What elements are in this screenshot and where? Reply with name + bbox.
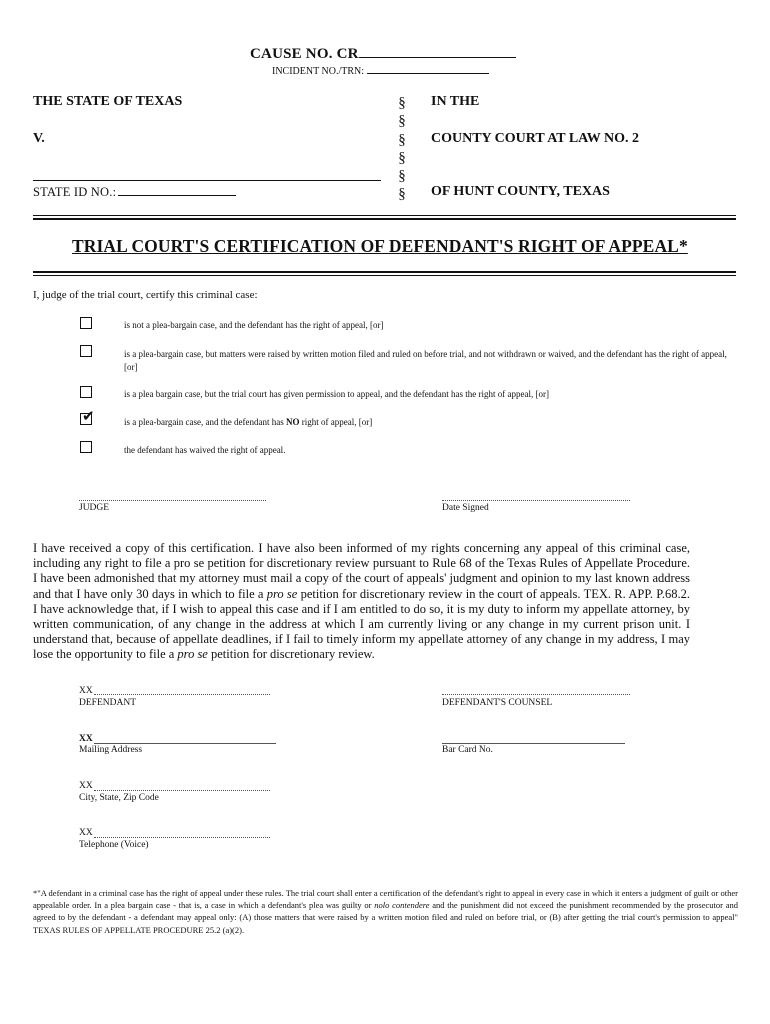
counsel-signature-line[interactable] [442, 694, 630, 695]
defendant-xx: XX [79, 686, 93, 696]
title-rule-bottom-1 [33, 271, 736, 273]
checkbox-plea-bargain-motion[interactable] [80, 345, 92, 357]
counsel-label: DEFENDANT'S COUNSEL [442, 698, 553, 708]
option-waived-appeal: the defendant has waived the right of appeal. [124, 445, 286, 455]
city-state-zip-label: City, State, Zip Code [79, 793, 159, 803]
court-line-3: OF HUNT COUNTY, TEXAS [431, 184, 610, 199]
city-xx: XX [79, 781, 93, 791]
city-state-zip-line[interactable] [94, 790, 270, 791]
acknowledgment-part-3: petition for discretionary review. [207, 647, 375, 662]
state-id-blank[interactable] [118, 186, 236, 196]
checkbox-no-right-of-appeal[interactable] [80, 407, 95, 425]
option-plea-bargain-motion: is a plea-bargain case, but matters were raised by written motion filed and ruled on before trial, and not withdrawn or waived, and the defendant has the right of appeal, [or] [124, 349, 727, 372]
incident-number [272, 64, 489, 77]
state-id-label: STATE ID NO.: [33, 185, 117, 199]
acknowledgment-paragraph [33, 541, 690, 663]
option-no-right-text-after: right of appeal, [or] [299, 417, 373, 427]
checkbox-waived-appeal[interactable] [80, 441, 92, 453]
option-not-plea-bargain: is not a plea-bargain case, and the defendant has the right of appeal, [or] [124, 320, 384, 330]
acknowledgment-pro-se-2: pro se [177, 647, 208, 662]
incident-label: INCIDENT NO./TRN: [272, 66, 365, 77]
defendant-signature-line[interactable] [94, 694, 270, 695]
footnote-part-1: *"A defendant in a criminal case has the right of appeal under these rules. The trial court shall enter a certification of the defendant's right to appeal in every case in which it enters a judgment of guilt or other appealable order. In a plea bargain case - that is, a case in which a defendant's plea was guilty or [33, 888, 738, 911]
certification-intro: I, judge of the trial court, certify this criminal case: [33, 289, 258, 301]
defendant-label: DEFENDANT [79, 698, 136, 708]
incident-number-blank[interactable] [367, 64, 489, 74]
checkbox-plea-bargain-permission[interactable] [80, 386, 92, 398]
telephone-line[interactable] [94, 837, 270, 838]
judge-label: JUDGE [79, 503, 110, 513]
mailing-address-label: Mailing Address [79, 745, 143, 755]
footnote-nolo-contendere: nolo contendere [374, 900, 430, 911]
acknowledgment-part-1: I have received a copy of this certification. I have also been informed of my rights concerning any appeal of this criminal case, including any right to file a pro se petition for discretionary review pursuant to Rule 68 of the Texas Rules of Appellate Procedure. I have been admonished that my attorney must mail a copy of the court of appeals' judgment and opinion to my last known address and that I have only 30 days in which to file a [33, 541, 690, 601]
cause-number-blank[interactable] [359, 44, 516, 58]
cause-label: CAUSE NO. CR [250, 46, 359, 62]
option-no-right-text-before: is a plea-bargain case, and the defendant has [124, 417, 287, 427]
footnote-part-2: and the punishment did not exceed the punishment recommended by the prosecutor and agreed to by the defendant - a defendant may appeal only: (A) those matters that were raised by a written motion filed and ruled on before trial, or (B) after getting the trial court's permission to appeal" TEXAS RULES OF APPELLATE PROCEDURE 25.2 (a)(2). [33, 900, 738, 935]
mailing-xx: XX [79, 734, 93, 744]
acknowledgment-part-2: petition for discretionary review in the court of appeals. TEX. R. APP. P.68.2. I have acknowledge that, if I wish to appeal this case and if I am entitled to do so, it is my duty to inform my appellate attorney, by written communication, of any change in the address at which I am currently living or any change in my current prison unit. I understand that, because of appellate deadlines, if I fail to timely inform my appellate attorney of any change in my address, I may lose the opportunity to file a [33, 586, 690, 662]
caption-state: THE STATE OF TEXAS [33, 94, 183, 109]
footnote [33, 887, 738, 936]
date-signed-label: Date Signed [442, 503, 489, 513]
title-rule-top-2 [33, 218, 736, 220]
option-no-right-of-appeal [124, 416, 734, 429]
defendant-name-line[interactable] [33, 180, 381, 181]
title-rule-bottom-2 [33, 275, 736, 276]
telephone-xx: XX [79, 828, 93, 838]
bar-card-label: Bar Card No. [442, 745, 493, 755]
judge-signature-line[interactable] [79, 500, 266, 501]
option-plea-bargain-permission: is a plea bargain case, but the trial court has given permission to appeal, and the defendant has the right of appeal, [or] [124, 389, 549, 399]
title-rule-top-1 [33, 215, 736, 216]
court-line-1: IN THE [431, 94, 480, 109]
telephone-label: Telephone (Voice) [79, 840, 149, 850]
bar-card-line[interactable] [442, 743, 625, 744]
date-signed-line[interactable] [442, 500, 630, 501]
checkmark-icon: ✔ [82, 407, 95, 425]
section-symbols: § § § § § § [398, 95, 406, 203]
court-line-2: COUNTY COURT AT LAW NO. 2 [431, 131, 639, 146]
option-no-right-emphasis: NO [286, 417, 300, 427]
state-id [33, 185, 236, 200]
checkbox-not-plea-bargain[interactable] [80, 317, 92, 329]
document-title: TRIAL COURT'S CERTIFICATION OF DEFENDANT'S RIGHT OF APPEAL* [72, 236, 688, 256]
acknowledgment-pro-se-1: pro se [266, 586, 298, 601]
cause-number [250, 44, 516, 63]
mailing-address-line[interactable] [94, 743, 276, 744]
caption-versus: V. [33, 131, 45, 146]
